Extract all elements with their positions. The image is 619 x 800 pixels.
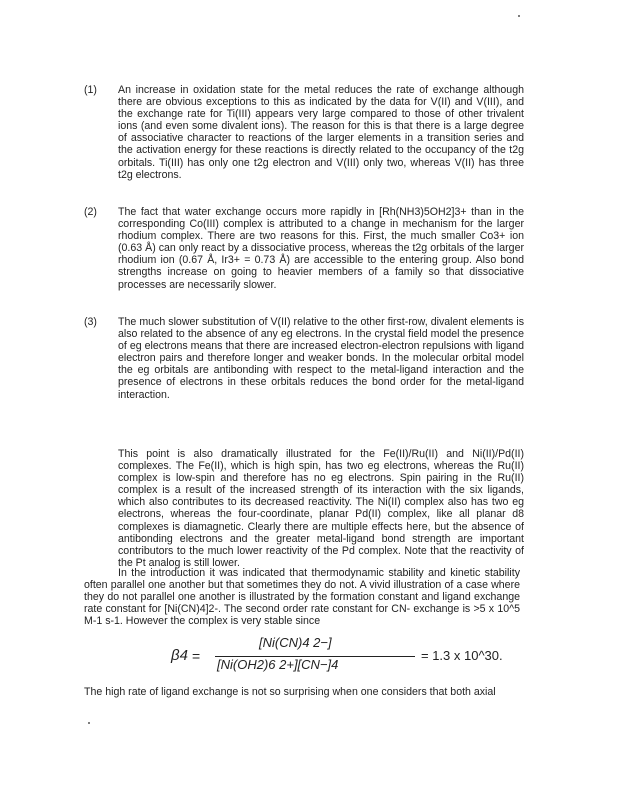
item-number: (1) <box>84 84 97 96</box>
equation-rhs: = 1.3 x 10^30. <box>421 648 503 663</box>
equation-lhs: β4 <box>171 647 188 664</box>
equation-numerator: [Ni(CN)4 2−] <box>259 635 332 650</box>
scan-speck <box>88 722 90 724</box>
formation-constant-equation <box>171 635 503 677</box>
paragraph-stability: In the introduction it was indicated that thermodynamic stability and kinetic stability often parallel one another but that sometimes they do not. A vivid illustration of a case where they do not parallel one another is illustrated by the formation constant and ligand exchange rate constant for [Ni(CN)4]2-. The second order rate constant for CN- exchange is >5 x 10^5 M-1 s-1. However the complex is very stable since <box>84 567 520 628</box>
item-text: The fact that water exchange occurs more rapidly in [Rh(NH3)5OH2]3+ than in the corresponding Co(III) complex is attributed to a change in mechanism for the larger rhodium complex. There are two reasons for this. First, the much smaller Co3+ ion (0.63 Å) can only react by a dissociative process, whereas the t2g orbitals of the larger rhodium ion (0.67 Å, Ir3+ = 0.73 Å) are accessible to the entering group. Also bond strengths increase on going to heavier members of a family so that dissociative processes are necessarily slower. <box>118 206 524 291</box>
equation-denominator: [Ni(OH2)6 2+][CN−]4 <box>217 657 339 672</box>
item-number: (2) <box>84 206 97 218</box>
paragraph-text: This point is also dramatically illustrated for the Fe(II)/Ru(II) and Ni(II)/Pd(II) complexes. The Fe(II), which is high spin, has two eg electrons, whereas the Ru(II) complex is low-spin and therefore has no eg electrons. Spin pairing in the Ru(II) complex is a result of the increased strength of its interaction with the six ligands, which also contributes to its decreased reactivity. The Ni(II) complex also has two eg electrons, whereas the four-coordinate, planar Pd(II) complex, like all planar d8 complexes is diamagnetic. Clearly there are multiple effects here, but the absence of antibonding electrons and the greater metal-ligand bond strength are important contributors to the much lower reactivity of the Pd complex. Note that the reactivity of the Pt analog is still lower. <box>118 448 524 569</box>
item-text: The much slower substitution of V(II) relative to the other first-row, divalent elements is also related to the absence of any eg electrons. In the crystal field model the presence of eg electrons means that there are increased electron-electron repulsions with ligand electron pairs and therefore longer and weaker bonds. In the molecular orbital model the eg orbitals are antibonding with respect to the metal-ligand interaction and the presence of electrons in these orbitals reduces the bond order for the metal-ligand interaction. <box>118 316 524 401</box>
item-number: (3) <box>84 316 97 328</box>
scan-speck <box>518 15 520 17</box>
paragraph-final-line: The high rate of ligand exchange is not so surprising when one considers that both axial <box>84 686 496 698</box>
item-text: An increase in oxidation state for the metal reduces the rate of exchange although there are obvious exceptions to this as indicated by the data for V(II) and V(III), and the exchange rate for Ti(III) appears very large compared to those of other trivalent ions (and even some divalent ions). The reason for this is that there is a large degree of associative character to reactions of the larger elements in a transition series and the activation energy for these reactions is directly related to the occupancy of the t2g orbitals. Ti(III) has only one t2g electron and V(III) only two, whereas V(II) has three t2g electrons. <box>118 84 524 181</box>
equation-equals: = <box>192 648 201 664</box>
